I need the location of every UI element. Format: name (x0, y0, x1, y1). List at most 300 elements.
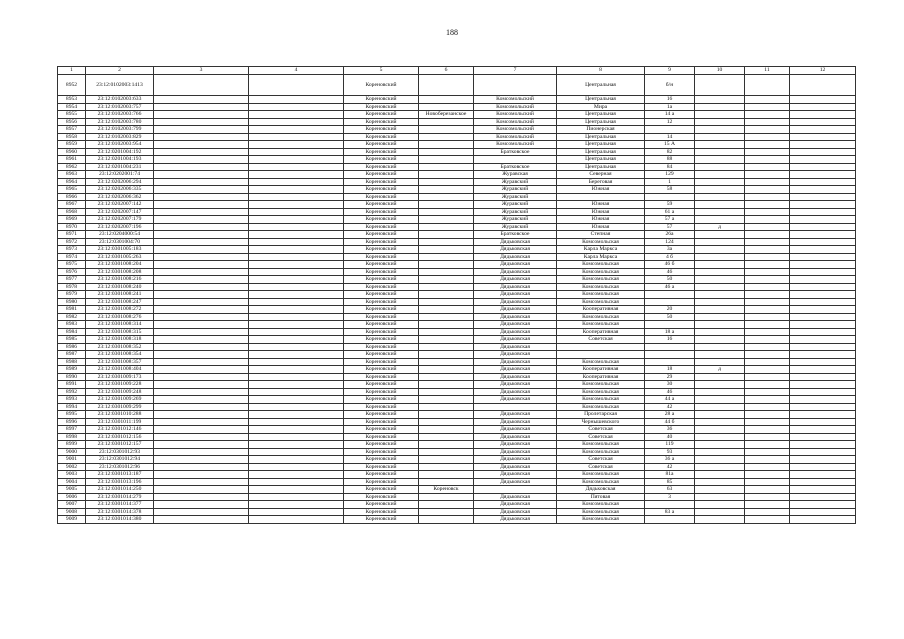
table-cell: 3а (645, 246, 695, 254)
table-cell: 8965 (58, 186, 86, 194)
table-cell (419, 283, 474, 291)
table-row (58, 336, 856, 344)
table-cell (695, 493, 745, 501)
table-row (58, 231, 856, 239)
table-cell: 9005 (58, 486, 86, 494)
table-cell (249, 456, 344, 464)
table-cell (419, 201, 474, 209)
table-cell (790, 126, 856, 134)
table-cell (154, 208, 249, 216)
table-cell (154, 478, 249, 486)
table-row (58, 133, 856, 141)
table-cell (790, 478, 856, 486)
table-cell (745, 493, 790, 501)
table-cell (154, 75, 249, 96)
table-cell (154, 516, 249, 524)
table-cell: 1а (645, 103, 695, 111)
table-cell (249, 441, 344, 449)
table-cell (790, 141, 856, 149)
table-cell (154, 156, 249, 164)
table-cell (695, 508, 745, 516)
table-cell: Кореновский (344, 223, 419, 231)
table-cell (695, 276, 745, 284)
table-cell (645, 126, 695, 134)
table-cell (249, 501, 344, 509)
table-cell (154, 426, 249, 434)
table-cell: 42 (645, 403, 695, 411)
table-cell (154, 216, 249, 224)
table-cell (695, 261, 745, 269)
table-cell: Журавский (474, 193, 557, 201)
table-cell: Центральная (557, 75, 645, 96)
table-cell: Комсомольская (557, 403, 645, 411)
table-row (58, 246, 856, 254)
table-cell (154, 291, 249, 299)
table-cell: Кореновский (344, 186, 419, 194)
table-cell: 8964 (58, 178, 86, 186)
table-cell (790, 298, 856, 306)
table-cell: Кореновский (344, 501, 419, 509)
table-cell (745, 141, 790, 149)
table-cell: 23:12:0202007:147 (86, 208, 154, 216)
table-cell (645, 516, 695, 524)
table-cell: 8958 (58, 133, 86, 141)
table-cell (695, 75, 745, 96)
table-cell: Дядьковская (474, 516, 557, 524)
table-cell: 8953 (58, 96, 86, 104)
table-cell: 9007 (58, 501, 86, 509)
table-cell (419, 246, 474, 254)
table-cell (419, 186, 474, 194)
table-cell (419, 75, 474, 96)
table-cell (154, 501, 249, 509)
table-cell: 23:12:0301009:173 (86, 373, 154, 381)
table-cell: Братковское (474, 231, 557, 239)
table-row (58, 328, 856, 336)
table-cell: 8983 (58, 321, 86, 329)
table-cell: Дядьковская (474, 313, 557, 321)
table-cell: 8998 (58, 433, 86, 441)
table-cell (154, 163, 249, 171)
table-cell: 8962 (58, 163, 86, 171)
table-cell: 8991 (58, 381, 86, 389)
table-cell (745, 321, 790, 329)
table-cell (790, 216, 856, 224)
table-cell (695, 321, 745, 329)
table-cell (790, 276, 856, 284)
table-cell (645, 343, 695, 351)
table-cell (790, 448, 856, 456)
table-cell (154, 238, 249, 246)
table-cell (154, 493, 249, 501)
table-cell: 23:12:0301014:380 (86, 516, 154, 524)
table-row (58, 208, 856, 216)
table-cell: 9009 (58, 516, 86, 524)
table-cell: 23:12:0202006:362 (86, 193, 154, 201)
table-cell (419, 223, 474, 231)
table-cell: Комсомольский (474, 96, 557, 104)
table-cell: 42 (645, 463, 695, 471)
table-cell (695, 463, 745, 471)
table-cell: Комсомольская (557, 291, 645, 299)
table-cell: Кооперативная (557, 366, 645, 374)
table-row (58, 193, 856, 201)
header-row (58, 67, 856, 75)
table-cell: 23:12:0301008:240 (86, 283, 154, 291)
table-cell (645, 298, 695, 306)
table-cell (249, 141, 344, 149)
table-cell (695, 216, 745, 224)
table-cell: Комсомольский (474, 118, 557, 126)
table-cell (419, 163, 474, 171)
table-cell (745, 126, 790, 134)
table-cell (790, 223, 856, 231)
table-cell (695, 426, 745, 434)
table-cell (419, 388, 474, 396)
table-cell (154, 381, 249, 389)
table-cell (790, 178, 856, 186)
table-row (58, 388, 856, 396)
table-cell (154, 126, 249, 134)
table-cell (745, 471, 790, 479)
table-cell: Комсомольский (474, 103, 557, 111)
table-cell (745, 268, 790, 276)
table-cell (745, 193, 790, 201)
table-cell (154, 306, 249, 314)
table-cell: 23:12:0102003:829 (86, 133, 154, 141)
table-cell: Братковское (474, 163, 557, 171)
table-cell (695, 253, 745, 261)
table-cell (695, 471, 745, 479)
table-cell (419, 268, 474, 276)
table-cell (474, 75, 557, 96)
table-cell: Комсомольский (474, 141, 557, 149)
table-cell (745, 396, 790, 404)
table-row (58, 433, 856, 441)
table-cell: Журавский (474, 216, 557, 224)
table-cell (695, 178, 745, 186)
table-cell: Кореновский (344, 381, 419, 389)
table-cell (745, 328, 790, 336)
table-cell (790, 171, 856, 179)
table-row (58, 118, 856, 126)
table-cell: 18 а (645, 328, 695, 336)
table-cell (249, 148, 344, 156)
table-cell: Кореновский (344, 208, 419, 216)
table-cell: Береговая (557, 178, 645, 186)
table-cell (419, 193, 474, 201)
table-cell (695, 268, 745, 276)
table-cell: Дядьковская (474, 336, 557, 344)
table-cell (790, 486, 856, 494)
table-cell (419, 133, 474, 141)
table-cell: 16 (645, 96, 695, 104)
table-cell (154, 396, 249, 404)
table-cell: Журавский (474, 208, 557, 216)
table-cell (419, 253, 474, 261)
table-cell (790, 501, 856, 509)
table-cell: Дядьковская (474, 321, 557, 329)
table-cell: Кореновский (344, 171, 419, 179)
table-cell: Дядьковская (474, 283, 557, 291)
table-cell: Дядьковская (474, 418, 557, 426)
table-row (58, 493, 856, 501)
table-cell: Кореновский (344, 493, 419, 501)
table-cell: Кооперативная (557, 306, 645, 314)
table-cell (419, 351, 474, 359)
table-row (58, 321, 856, 329)
table-cell: Комсомольская (557, 261, 645, 269)
table-cell (695, 448, 745, 456)
table-cell (790, 381, 856, 389)
table-cell (249, 411, 344, 419)
table-cell: 124 (645, 238, 695, 246)
table-cell: 8984 (58, 328, 86, 336)
table-cell: Комсомольская (557, 388, 645, 396)
page-number: 188 (446, 28, 458, 37)
table-cell: Южная (557, 223, 645, 231)
table-cell: 8993 (58, 396, 86, 404)
table-cell: Советская (557, 426, 645, 434)
table-cell (745, 246, 790, 254)
table-cell: 23:12:0102003:1413 (86, 75, 154, 96)
table-cell (154, 193, 249, 201)
table-cell (154, 336, 249, 344)
table-cell: 57 а (645, 216, 695, 224)
table-cell (790, 306, 856, 314)
table-cell: Кореновский (344, 321, 419, 329)
table-cell: Кореновский (344, 246, 419, 254)
table-cell (154, 246, 249, 254)
table-cell: 23:12:0301008:314 (86, 321, 154, 329)
table-row (58, 471, 856, 479)
table-cell: Кооперативная (557, 373, 645, 381)
table-cell (695, 388, 745, 396)
table-cell (154, 358, 249, 366)
table-cell: Кореновский (344, 111, 419, 119)
table-row (58, 283, 856, 291)
table-cell (695, 336, 745, 344)
table-cell: 1 (645, 178, 695, 186)
table-row (58, 261, 856, 269)
table-cell: 8963 (58, 171, 86, 179)
table-cell (154, 141, 249, 149)
table-cell: 8977 (58, 276, 86, 284)
table-cell: 23:12:0301008:357 (86, 358, 154, 366)
table-cell (249, 366, 344, 374)
table-cell: 44 а (645, 396, 695, 404)
table-cell: 23:12:0301012:93 (86, 448, 154, 456)
table-cell: Комсомольская (557, 283, 645, 291)
table-row (58, 156, 856, 164)
table-cell: 119 (645, 441, 695, 449)
table-cell (695, 516, 745, 524)
table-cell: Пионерская (557, 126, 645, 134)
table-cell: 8985 (58, 336, 86, 344)
table-cell (745, 433, 790, 441)
table-cell: 23:12:0301012:146 (86, 426, 154, 434)
table-cell (790, 403, 856, 411)
table-cell (695, 343, 745, 351)
table-cell: 23:12:0301008:216 (86, 276, 154, 284)
table-cell (249, 433, 344, 441)
table-cell: Кореновский (344, 336, 419, 344)
table-cell: 83 а (645, 508, 695, 516)
table-row (58, 366, 856, 374)
table-row (58, 186, 856, 194)
table-cell: Кореновский (344, 291, 419, 299)
table-cell (695, 193, 745, 201)
table-cell (154, 231, 249, 239)
table-cell: 23:12:0301004:70 (86, 238, 154, 246)
table-cell (154, 276, 249, 284)
table-cell: 8971 (58, 231, 86, 239)
table-cell: Дядьковская (474, 441, 557, 449)
table-cell: 23:12:0301009:299 (86, 403, 154, 411)
table-cell: 23:12:0202001:74 (86, 171, 154, 179)
table-cell: 8990 (58, 373, 86, 381)
table-cell: Дядьковская (474, 478, 557, 486)
table-cell (419, 306, 474, 314)
table-cell: Дядьковская (474, 433, 557, 441)
table-row (58, 456, 856, 464)
table-cell (790, 111, 856, 119)
table-cell: 23:12:0301012:94 (86, 456, 154, 464)
table-cell: Южная (557, 186, 645, 194)
table-cell: 50 (645, 313, 695, 321)
table-cell: 23:12:0204000:54 (86, 231, 154, 239)
table-cell (745, 283, 790, 291)
table-cell (745, 223, 790, 231)
table-cell (745, 448, 790, 456)
table-cell: 63 (645, 486, 695, 494)
table-cell (249, 276, 344, 284)
table-cell (695, 238, 745, 246)
table-cell (745, 313, 790, 321)
table-cell (645, 358, 695, 366)
table-cell (154, 373, 249, 381)
table-cell (745, 96, 790, 104)
table-cell: Дядьковская (474, 508, 557, 516)
table-cell: 23:12:0301008:315 (86, 328, 154, 336)
table-cell: 23:12:0301013:187 (86, 471, 154, 479)
table-cell (249, 118, 344, 126)
table-cell: 23:12:0301005:183 (86, 246, 154, 254)
table-cell (695, 118, 745, 126)
table-cell (154, 388, 249, 396)
table-cell: 23:12:0301014:378 (86, 508, 154, 516)
table-cell (790, 208, 856, 216)
table-cell: Степная (557, 231, 645, 239)
column-header: 6 (419, 67, 474, 75)
table-cell (419, 478, 474, 486)
column-header: 10 (695, 67, 745, 75)
table-cell: Братковское (474, 148, 557, 156)
table-cell: Журавский (474, 186, 557, 194)
table-cell: Кореновский (344, 478, 419, 486)
table-cell: 8968 (58, 208, 86, 216)
table-cell (419, 313, 474, 321)
table-cell: Кореновский (344, 351, 419, 359)
table-cell (745, 403, 790, 411)
table-cell: 8986 (58, 343, 86, 351)
table-row (58, 358, 856, 366)
table-cell: Кореновский (344, 268, 419, 276)
table-cell (249, 403, 344, 411)
table-cell (790, 373, 856, 381)
table-cell (790, 418, 856, 426)
table-cell (154, 298, 249, 306)
table-cell: 58 (645, 186, 695, 194)
table-cell: Кореновский (344, 343, 419, 351)
table-cell (419, 418, 474, 426)
table-cell (419, 493, 474, 501)
table-cell (154, 321, 249, 329)
table-cell: 23:12:0102003:757 (86, 103, 154, 111)
table-cell (249, 163, 344, 171)
table-cell: Центральная (557, 133, 645, 141)
table-row (58, 396, 856, 404)
column-header: 8 (557, 67, 645, 75)
table-cell (249, 231, 344, 239)
table-cell: Советская (557, 433, 645, 441)
table-cell (745, 186, 790, 194)
table-cell (695, 418, 745, 426)
table-cell (790, 426, 856, 434)
table-cell (154, 118, 249, 126)
table-cell (474, 403, 557, 411)
table-cell (419, 291, 474, 299)
table-cell: 9001 (58, 456, 86, 464)
table-cell (745, 163, 790, 171)
table-cell (745, 133, 790, 141)
table-cell: Северная (557, 171, 645, 179)
table-cell: 12 (645, 118, 695, 126)
table-row (58, 373, 856, 381)
table-cell: Кореновский (344, 358, 419, 366)
table-cell: Кореновский (344, 96, 419, 104)
table-cell: Кореновский (344, 216, 419, 224)
table-cell: 23:12:0301008:208 (86, 268, 154, 276)
table-row (58, 306, 856, 314)
table-cell: Комсомольская (557, 508, 645, 516)
table-cell (154, 471, 249, 479)
table-cell (474, 486, 557, 494)
column-header: 1 (58, 67, 86, 75)
table-cell (249, 306, 344, 314)
table-cell: 8981 (58, 306, 86, 314)
table-cell: Кореновский (344, 328, 419, 336)
table-cell: Журавский (474, 223, 557, 231)
table-cell (745, 231, 790, 239)
table-cell: 9006 (58, 493, 86, 501)
table-row (58, 463, 856, 471)
table-cell: 9004 (58, 478, 86, 486)
table-cell (790, 328, 856, 336)
table-cell (695, 231, 745, 239)
table-cell: 8957 (58, 126, 86, 134)
table-cell (695, 186, 745, 194)
table-cell (419, 501, 474, 509)
table-cell: 8952 (58, 75, 86, 96)
table-cell: Кореновский (344, 456, 419, 464)
table-cell: Кореновский (344, 103, 419, 111)
table-cell: Советская (557, 463, 645, 471)
table-cell: Мира (557, 103, 645, 111)
table-row (58, 141, 856, 149)
table-cell (419, 156, 474, 164)
table-cell (745, 411, 790, 419)
